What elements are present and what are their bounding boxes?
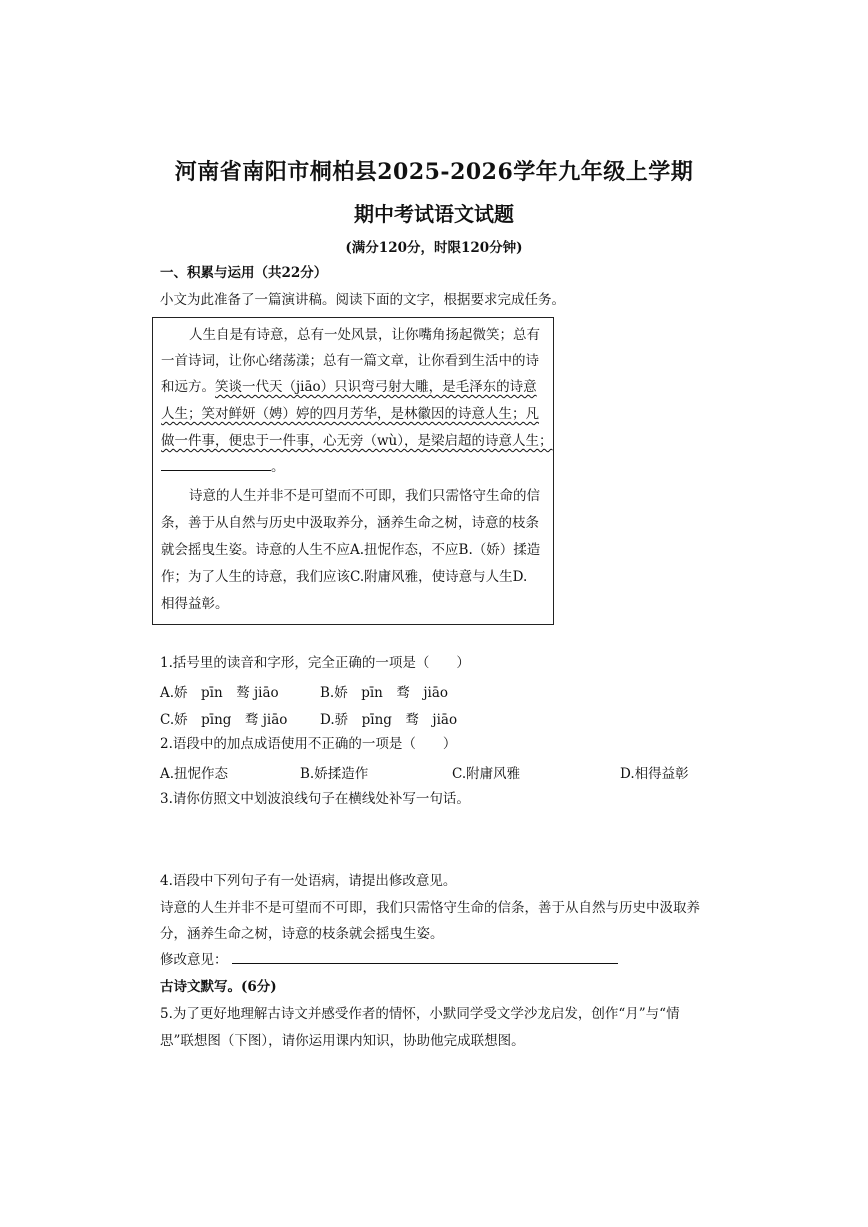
q2-stem: 2.语段中的加点成语使用不正确的一项是（ ） [160,736,457,752]
section1-intro: 小文为此准备了一篇演讲稿。阅读下面的文字，根据要求完成任务。 [160,292,565,308]
passage-p1-line3-start: 和远方。 [161,379,215,395]
q4-answer-label: 修改意见： [160,952,228,968]
q1-stem: 1.括号里的读音和字形，完全正确的一项是（ ） [160,655,470,671]
q1-option-b[interactable]: B.娇 pīn 骛 jiāo [320,685,449,701]
q1-option-a[interactable]: A.娇 pīn 骜 jiāo [160,685,279,701]
passage-p2-line1: 诗意的人生并非不是可望而不可即，我们只需恪守生命的信 [189,488,540,504]
q5-stem-line2: 思”联想图（下图），请你运用课内知识，协助他完成联想图。 [160,1033,525,1049]
exam-title-line2: 期中考试语文试题 [354,202,514,226]
q4-sentence-line1: 诗意的人生并非不是可望而不可即，我们只需恪守生命的信条，善于从自然与历史中汲取养 [160,900,700,916]
q2-option-c[interactable]: C.附庸风雅 [452,766,521,782]
q4-answer-row [160,950,618,970]
wavy-sentence-1: 笑谈一代天（jiāo）只识弯弓射大雕，是毛泽东的诗意 [215,379,537,395]
exam-title-line1: 河南省南阳市桐柏县2025-2026学年九年级上学期 [174,159,694,185]
fill-blank-end: 。 [271,459,285,475]
section2-heading: 古诗文默写。(6分) [160,979,277,995]
q1-option-d[interactable]: D.骄 pīng 骛 jiāo [320,712,458,728]
q3-stem: 3.请你仿照文中划波浪线句子在横线处补写一句话。 [160,791,470,807]
q2-option-a[interactable]: A.扭怩作态 [160,766,229,782]
passage-p2-line3: 就会摇曳生姿。诗意的人生不应A.扭怩作态，不应B.（娇）揉造 [161,542,541,558]
exam-subtitle: (满分120分，时限120分钟) [345,240,523,256]
passage-p1-line2: 一首诗词，让你心绪荡漾；总有一篇文章，让你看到生活中的诗 [161,353,539,369]
fill-blank-line[interactable] [161,460,271,471]
wavy-sentence-3: 做一件事，便忠于一件事，心无旁（wù），是梁启超的诗意人生； [161,433,553,449]
section1-heading: 一、积累与运用（共22分） [160,265,328,281]
wavy-sentence-2: 人生；笑对鲜妍（娉）婷的四月芳华，是林徽因的诗意人生；凡 [161,406,539,422]
q4-sentence-line2: 分，涵养生命之树，诗意的枝条就会摇曳生姿。 [160,926,444,942]
passage-p1-line1: 人生自是有诗意，总有一处风景，让你嘴角扬起微笑；总有 [189,327,540,343]
q2-option-b[interactable]: B.娇揉造作 [300,766,369,782]
q2-option-d[interactable]: D.相得益彰 [620,766,689,782]
passage-fill-blank [161,455,285,475]
passage-p1-line3 [161,375,537,395]
passage-p2-line5: 相得益彰。 [161,596,229,612]
passage-p2-line2: 条，善于从自然与历史中汲取养分，涵养生命之树，诗意的枝条 [161,515,539,531]
q4-stem: 4.语段中下列句子有一处语病，请提出修改意见。 [160,873,457,889]
q4-answer-line[interactable] [232,953,618,964]
q5-stem-line1: 5.为了更好地理解古诗文并感受作者的情怀，小默同学受文学沙龙启发，创作“月”与“情 [160,1006,680,1022]
passage-box [152,317,554,625]
passage-p2-line4: 作；为了人生的诗意，我们应该C.附庸风雅，使诗意与人生D. [161,569,528,585]
q1-option-c[interactable]: C.娇 pīng 骛 jiāo [160,712,288,728]
